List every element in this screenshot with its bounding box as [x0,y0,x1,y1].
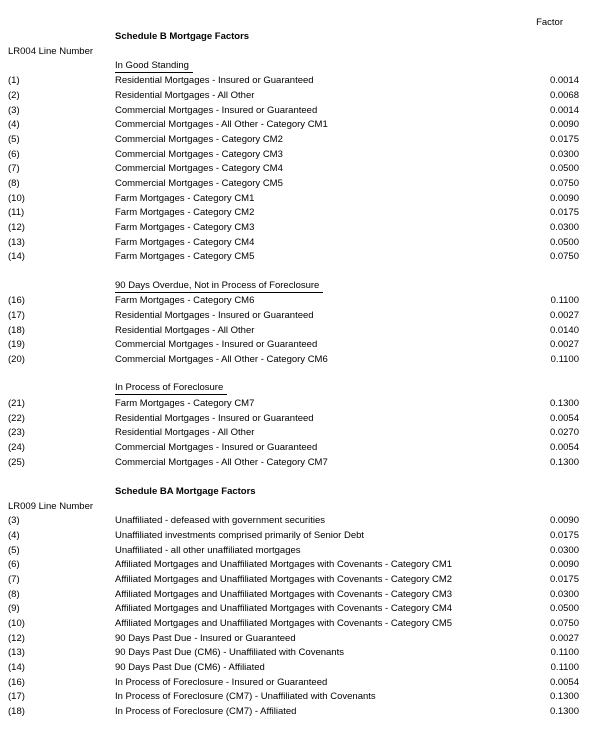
line-number-cell-text: (20) [8,353,25,365]
factor-cell-text: 0.0175 [549,530,579,542]
factor-cell [519,457,579,468]
line-number-cell [8,149,115,160]
description-cell-text: Commercial Mortgages - Insured or Guaranteed [115,441,318,453]
description-cell [115,677,519,688]
data-row [0,132,604,147]
data-row [0,103,604,118]
description-cell-text: Affiliated Mortgages and Unaffiliated Mortgages with Covenants - Category CM3 [115,588,453,600]
line-number-cell [8,354,115,365]
factor-cell [519,647,579,658]
description-cell-text: Residential Mortgages - All Other [115,427,255,439]
line-number-cell-text: (7) [8,574,20,586]
description-cell-text: In Good Standing [115,60,193,73]
factor-cell-text: 0.0175 [549,574,579,586]
factor-cell [519,105,579,116]
factor-cell [519,530,579,541]
description-cell [115,413,519,424]
description-cell-text: Residential Mortgages - Insured or Guaranteed [115,309,314,321]
data-row [0,528,604,543]
line-number-cell-text: (18) [8,324,25,336]
data-row [0,514,604,529]
line-number-cell-text: (14) [8,662,25,674]
factor-cell-text: 0.1100 [550,295,579,307]
description-cell-text: Farm Mortgages - Category CM5 [115,251,255,263]
factor-cell-text: 0.0175 [549,133,579,145]
factor-cell-text: 0.0068 [549,89,579,101]
factor-cell [519,90,579,101]
line-number-cell [8,295,115,306]
factor-cell-text: 0.0054 [549,412,579,424]
data-row [0,235,604,250]
line-number-cell-text: (4) [8,119,20,131]
factor-cell-text: 0.0054 [549,441,579,453]
data-row [0,660,604,675]
line-number-cell [8,633,115,644]
description-cell [115,60,519,73]
description-cell [115,105,519,116]
description-cell-text: Farm Mortgages - Category CM3 [115,221,255,233]
line-number-cell-text: (4) [8,530,20,542]
description-cell [115,427,519,438]
description-cell-text: Residential Mortgages - All Other [115,89,255,101]
factor-cell [519,589,579,600]
line-number-cell [8,90,115,101]
description-cell-text: In Process of Foreclosure (CM7) - Unaffiliated with Covenants [115,691,376,703]
data-row [0,161,604,176]
line-number-cell [8,501,115,512]
factor-cell [519,559,579,570]
factor-cell-text: 0.0750 [549,251,579,263]
description-cell [115,280,519,293]
data-row [0,308,604,323]
title-row [0,29,604,44]
line-number-cell [8,75,115,86]
description-cell-text: Residential Mortgages - Insured or Guaranteed [115,75,314,87]
line-number-cell-text: (10) [8,192,25,204]
factor-cell-text: 0.0014 [549,104,579,116]
line-number-cell [8,457,115,468]
line-number-cell [8,178,115,189]
description-cell-text: Commercial Mortgages - Category CM2 [115,133,283,145]
factor-cell [519,515,579,526]
description-cell [115,193,519,204]
data-row [0,587,604,602]
factor-cell-text: 0.0300 [549,221,579,233]
label-row [0,44,604,59]
blank-row [0,264,604,279]
line-number-cell-text: (16) [8,295,25,307]
description-cell [115,706,519,717]
factor-cell [503,17,579,28]
section-row [0,59,604,74]
line-number-cell-text: (3) [8,515,20,527]
description-cell-text: Farm Mortgages - Category CM7 [115,397,255,409]
line-number-cell [8,163,115,174]
description-cell [115,163,519,174]
factor-cell-text: 0.0750 [549,618,579,630]
description-cell-text: Unaffiliated investments comprised primarily of Senior Debt [115,530,365,542]
line-number-cell [8,442,115,453]
description-cell [115,662,519,673]
description-cell-text: Commercial Mortgages - Category CM3 [115,148,283,160]
description-cell-text: Farm Mortgages - Category CM1 [115,192,255,204]
factor-cell-text: 0.1100 [550,647,579,659]
line-number-cell [8,618,115,629]
description-cell-text: Commercial Mortgages - Category CM5 [115,177,283,189]
section-row [0,381,604,396]
description-cell-text: Affiliated Mortgages and Unaffiliated Mortgages with Covenants - Category CM4 [115,603,453,615]
description-cell [115,31,519,42]
line-number-cell-text: (13) [8,236,25,248]
description-cell [115,251,519,262]
description-cell [115,75,519,86]
factor-cell-text: 0.0750 [549,177,579,189]
line-number-cell [8,427,115,438]
factor-cell [519,222,579,233]
data-row [0,191,604,206]
description-cell [115,530,519,541]
factor-cell-text: 0.0090 [549,192,579,204]
data-row [0,396,604,411]
data-row [0,205,604,220]
line-number-cell-text: (21) [8,397,25,409]
factor-cell [519,603,579,614]
description-cell [115,295,519,306]
description-cell-text: In Process of Foreclosure - Insured or Guaranteed [115,676,328,688]
description-cell-text: Commercial Mortgages - Insured or Guaranteed [115,339,318,351]
description-cell [115,237,519,248]
data-row [0,690,604,705]
description-cell-text: Farm Mortgages - Category CM2 [115,207,255,219]
line-number-cell-text: (19) [8,339,25,351]
factor-cell [519,354,579,365]
factor-cell-text: 0.0500 [549,603,579,615]
description-cell-text: Commercial Mortgages - Insured or Guaranteed [115,104,318,116]
data-row [0,88,604,103]
data-row [0,602,604,617]
line-number-cell [8,603,115,614]
description-cell-text: Unaffiliated - defeased with government securities [115,515,325,527]
data-row [0,704,604,719]
line-number-cell [8,207,115,218]
label-row [0,499,604,514]
line-number-cell-text: (1) [8,75,20,87]
line-number-cell [8,515,115,526]
data-row [0,323,604,338]
blank-row [0,470,604,485]
factor-cell [519,163,579,174]
data-row [0,249,604,264]
line-number-cell-text: (6) [8,559,20,571]
data-row [0,411,604,426]
blank-row [0,719,604,734]
factor-cell [519,251,579,262]
line-number-cell [8,647,115,658]
factor-cell-text: 0.0054 [549,676,579,688]
line-number-cell-text: (8) [8,588,20,600]
line-number-cell [8,559,115,570]
factor-cell-text: 0.0500 [549,236,579,248]
section-row [0,279,604,294]
description-cell [115,354,519,365]
factor-cell-text: Factor [536,16,563,28]
data-row [0,337,604,352]
line-number-cell [8,677,115,688]
data-row [0,646,604,661]
description-cell [115,90,519,101]
line-number-cell-text: (8) [8,177,20,189]
line-number-cell-text: (12) [8,221,25,233]
description-cell-text: 90 Days Past Due (CM6) - Unaffiliated with Covenants [115,647,344,659]
data-row [0,73,604,88]
data-row [0,558,604,573]
description-cell-text: Unaffiliated - all other unaffiliated mortgages [115,544,301,556]
data-row [0,675,604,690]
factor-cell [519,193,579,204]
factor-cell [519,633,579,644]
line-number-cell-text: (22) [8,412,25,424]
line-number-cell-text: (6) [8,148,20,160]
description-cell [115,310,519,321]
factor-cell [519,207,579,218]
factor-cell [519,442,579,453]
description-cell-text: Residential Mortgages - All Other [115,324,255,336]
description-cell-text: In Process of Foreclosure [115,382,227,395]
data-row [0,117,604,132]
line-number-cell [8,105,115,116]
line-number-cell [8,589,115,600]
line-number-cell-text: (7) [8,163,20,175]
line-number-cell-text: LR009 Line Number [8,500,94,512]
description-cell [115,574,519,585]
description-cell [115,119,519,130]
blank-row [0,367,604,382]
line-number-cell [8,222,115,233]
description-cell [115,515,519,526]
description-cell [115,339,519,350]
description-cell [115,382,519,395]
line-number-cell-text: (3) [8,104,20,116]
factor-cell-text: 0.0140 [549,324,579,336]
line-number-cell-text: (17) [8,691,25,703]
line-number-cell [8,251,115,262]
description-cell [115,178,519,189]
line-number-cell [8,134,115,145]
factor-cell-text: 0.0027 [549,632,579,644]
data-row [0,543,604,558]
factor-cell [519,339,579,350]
factor-cell-text: 0.1300 [549,706,579,718]
data-row [0,176,604,191]
description-cell-text: Commercial Mortgages - All Other - Category CM7 [115,456,328,468]
line-number-cell [8,237,115,248]
description-cell [115,442,519,453]
line-number-cell [8,398,115,409]
description-cell-text: Residential Mortgages - Insured or Guaranteed [115,412,314,424]
factor-cell-text: 0.0090 [549,119,579,131]
data-row [0,220,604,235]
factor-cell [519,545,579,556]
line-number-cell-text: (16) [8,676,25,688]
line-number-cell-text: LR004 Line Number [8,45,94,57]
data-row [0,425,604,440]
description-cell-text: Affiliated Mortgages and Unaffiliated Mortgages with Covenants - Category CM1 [115,559,453,571]
description-cell [115,633,519,644]
line-number-cell-text: (9) [8,603,20,615]
description-cell [115,149,519,160]
description-cell [115,603,519,614]
description-cell [115,134,519,145]
line-number-cell-text: (24) [8,441,25,453]
factor-cell-text: 0.1100 [550,662,579,674]
factor-cell [519,677,579,688]
description-cell [115,618,519,629]
data-row [0,352,604,367]
line-number-cell [8,325,115,336]
factor-header-row [0,15,604,30]
factor-cell-text: 0.1300 [549,691,579,703]
line-number-cell-text: (14) [8,251,25,263]
data-row [0,440,604,455]
description-cell [115,559,519,570]
description-cell [115,486,519,497]
line-number-cell [8,193,115,204]
factor-cell [519,706,579,717]
description-cell-text: 90 Days Overdue, Not in Process of Foreclosure [115,280,323,293]
factor-cell [519,618,579,629]
description-cell [115,222,519,233]
description-cell [115,398,519,409]
factor-cell-text: 0.0270 [549,427,579,439]
factor-cell [519,691,579,702]
description-cell-text: Schedule B Mortgage Factors [115,31,250,43]
data-row [0,631,604,646]
data-row [0,455,604,470]
line-number-cell [8,46,115,57]
factor-cell-text: 0.0300 [549,588,579,600]
description-cell-text: Farm Mortgages - Category CM4 [115,236,255,248]
line-number-cell [8,119,115,130]
factor-cell [519,237,579,248]
description-cell [115,207,519,218]
description-cell [115,457,519,468]
line-number-cell [8,574,115,585]
factor-cell [519,325,579,336]
factor-cell [519,295,579,306]
factor-cell [519,149,579,160]
factor-cell-text: 0.0300 [549,544,579,556]
title-row [0,484,604,499]
line-number-cell [8,339,115,350]
description-cell-text: Schedule BA Mortgage Factors [115,486,256,497]
description-cell-text: Farm Mortgages - Category CM6 [115,295,255,307]
line-number-cell-text: (17) [8,309,25,321]
description-cell-text: Affiliated Mortgages and Unaffiliated Mortgages with Covenants - Category CM5 [115,618,453,630]
line-number-cell [8,662,115,673]
factor-cell-text: 0.0175 [549,207,579,219]
description-cell-text: 90 Days Past Due - Insured or Guaranteed [115,632,296,644]
line-number-cell-text: (13) [8,647,25,659]
data-row [0,293,604,308]
description-cell-text: Commercial Mortgages - All Other - Category CM6 [115,353,328,365]
data-row [0,616,604,631]
line-number-cell [8,530,115,541]
description-cell-text: Commercial Mortgages - Category CM4 [115,163,283,175]
factor-cell [519,427,579,438]
line-number-cell-text: (12) [8,632,25,644]
factor-cell-text: 0.0014 [549,75,579,87]
line-number-cell-text: (2) [8,89,20,101]
description-cell [115,691,519,702]
line-number-cell-text: (10) [8,618,25,630]
description-cell [115,325,519,336]
factor-cell-text: 0.0500 [549,163,579,175]
factor-cell-text: 0.0027 [549,339,579,351]
line-number-cell [8,691,115,702]
line-number-cell [8,413,115,424]
description-cell [115,545,519,556]
factor-cell [519,75,579,86]
description-cell-text: 90 Days Past Due (CM6) - Affiliated [115,662,265,674]
description-cell-text: Commercial Mortgages - All Other - Category CM1 [115,119,328,131]
line-number-cell-text: (23) [8,427,25,439]
description-cell [115,589,519,600]
line-number-cell [8,545,115,556]
description-cell [115,647,519,658]
line-number-cell [8,310,115,321]
factor-cell-text: 0.1100 [550,353,579,365]
factor-cell-text: 0.0090 [549,559,579,571]
line-number-cell [8,706,115,717]
line-number-cell-text: (25) [8,456,25,468]
factor-cell [519,178,579,189]
data-row [0,147,604,162]
line-number-cell-text: (5) [8,544,20,556]
line-number-cell-text: (11) [8,207,25,219]
factor-cell-text: 0.0027 [549,309,579,321]
factor-cell [519,398,579,409]
factor-cell-text: 0.1300 [549,456,579,468]
factor-cell [519,134,579,145]
factor-cell [519,662,579,673]
factor-cell-text: 0.0090 [549,515,579,527]
factor-cell [519,119,579,130]
factor-cell [519,310,579,321]
factor-cell-text: 0.1300 [549,397,579,409]
line-number-cell-text: (5) [8,133,20,145]
factor-cell [519,574,579,585]
factor-cell-text: 0.0300 [549,148,579,160]
factor-cell [519,413,579,424]
blank-row [0,0,604,15]
description-cell-text: In Process of Foreclosure (CM7) - Affiliated [115,706,297,718]
data-row [0,572,604,587]
description-cell-text: Affiliated Mortgages and Unaffiliated Mortgages with Covenants - Category CM2 [115,574,453,586]
line-number-cell-text: (18) [8,706,25,718]
